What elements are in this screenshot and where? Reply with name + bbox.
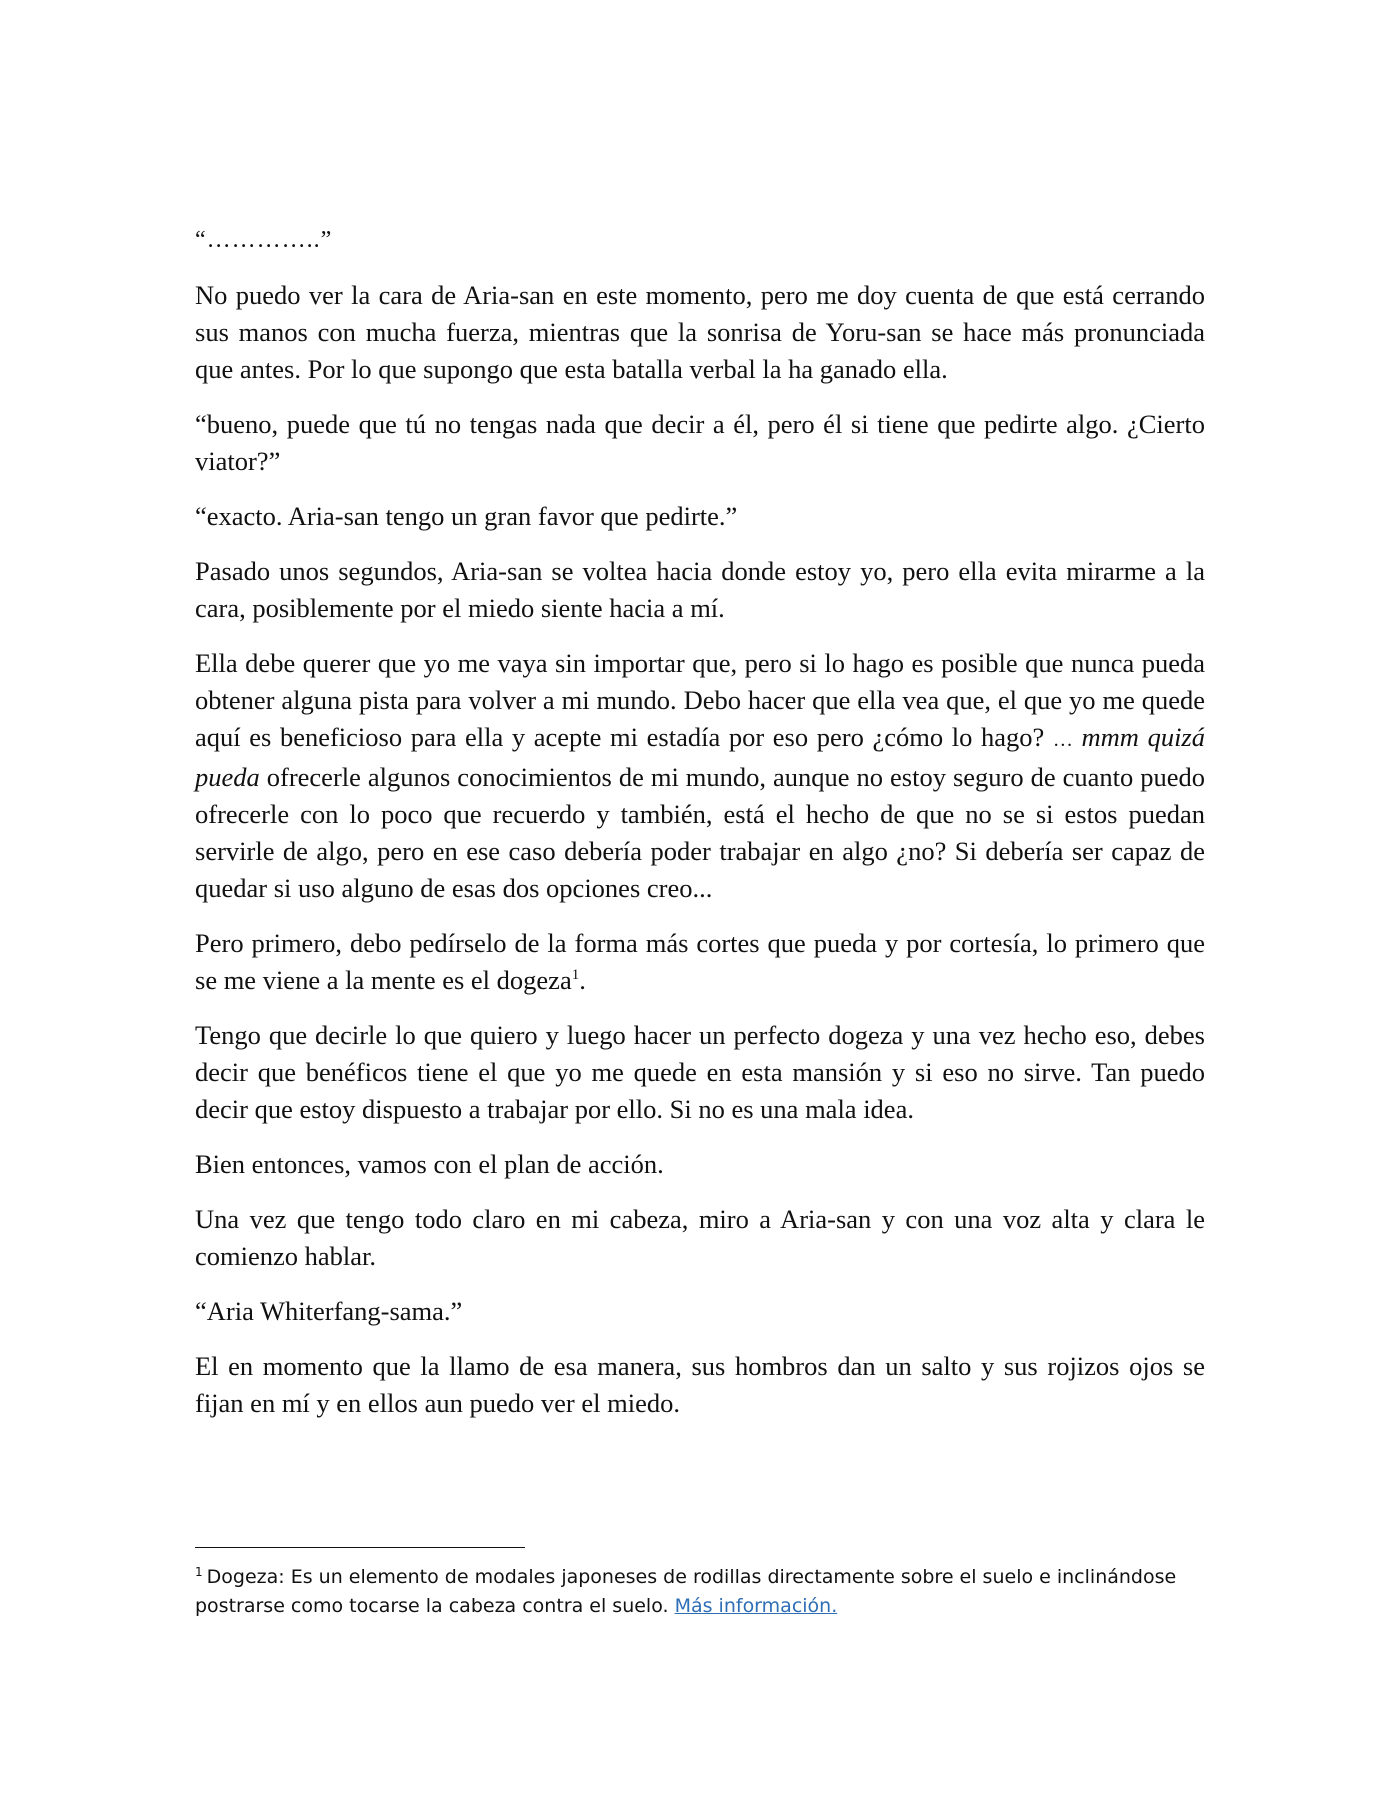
paragraph-5-part-b: ofrecerle algunos conocimientos de mi mundo, aunque no estoy seguro de cuanto puedo ofrecerle con lo poco que recuerdo y también, está el hecho de que no se si estos puedan servirle de algo, pero en ese caso debería poder trabajar en algo ¿no? Si debería ser capaz de quedar si uso alguno de esas dos opciones creo... bbox=[195, 762, 1205, 903]
footnote-separator bbox=[195, 1547, 525, 1548]
paragraph-5 bbox=[195, 645, 1205, 907]
footnote-reference[interactable]: 1 bbox=[571, 967, 580, 984]
paragraph-5-italic: mmm quizá pueda bbox=[195, 722, 1205, 792]
paragraph-6 bbox=[195, 925, 1205, 999]
paragraph-6-text: Pero primero, debo pedírselo de la forma más cortes que pueda y por cortesía, lo primero que se me viene a la mente es el dogeza bbox=[195, 928, 1205, 995]
footnote bbox=[195, 1563, 1205, 1621]
paragraph-4: Pasado unos segundos, Aria-san se voltea hacia donde estoy yo, pero ella evita mirarme a la cara, posiblemente por el miedo siente hacia a mí. bbox=[195, 556, 1205, 623]
dialogue-ellipsis: “…………..” bbox=[195, 227, 333, 253]
paragraph-8: Bien entonces, vamos con el plan de acción. bbox=[195, 1149, 664, 1179]
paragraph-7: Tengo que decirle lo que quiero y luego hacer un perfecto dogeza y una vez hecho eso, debes decir que benéficos tiene el que yo me quede en esta mansión y si eso no sirve. Tan puedo decir que estoy dispuesto a trabajar por ello. Si no es una mala idea. bbox=[195, 1020, 1205, 1124]
paragraph-6-end: . bbox=[579, 965, 586, 995]
paragraph-11: El en momento que la llamo de esa manera, sus hombros dan un salto y sus rojizos ojos se fijan en mí y en ellos aun puedo ver el miedo. bbox=[195, 1351, 1205, 1418]
document-body bbox=[195, 222, 1205, 1440]
paragraph-9: Una vez que tengo todo claro en mi cabeza, miro a Aria-san y con una voz alta y clara le comienzo hablar. bbox=[195, 1204, 1205, 1271]
footnote-number: 1 bbox=[195, 1564, 203, 1579]
paragraph-3-dialogue: “exacto. Aria-san tengo un gran favor que pedirte.” bbox=[195, 501, 738, 531]
more-info-link[interactable]: Más información. bbox=[674, 1595, 838, 1617]
paragraph-5-ellipsis: … bbox=[1052, 729, 1073, 751]
paragraph-10-dialogue: “Aria Whiterfang-sama.” bbox=[195, 1296, 463, 1326]
paragraph-2-dialogue: “bueno, puede que tú no tengas nada que decir a él, pero él si tiene que pedirte algo. ¿Cierto viator?” bbox=[195, 409, 1205, 476]
paragraph-5-part-a: Ella debe querer que yo me vaya sin importar que, pero si lo hago es posible que nunca pueda obtener alguna pista para volver a mi mundo. Debo hacer que ella vea que, el que yo me quede aquí es beneficioso para ella y acepte mi estadía por eso pero ¿cómo lo hago? bbox=[195, 648, 1205, 752]
paragraph-1: No puedo ver la cara de Aria-san en este momento, pero me doy cuenta de que está cerrando sus manos con mucha fuerza, mientras que la sonrisa de Yoru-san se hace más pronunciada que antes. Por lo que supongo que esta batalla verbal la ha ganado ella. bbox=[195, 280, 1205, 384]
footnote-text: Dogeza: Es un elemento de modales japoneses de rodillas directamente sobre el suelo e inclinándose postrarse como tocarse la cabeza contra el suelo. bbox=[195, 1566, 1177, 1617]
